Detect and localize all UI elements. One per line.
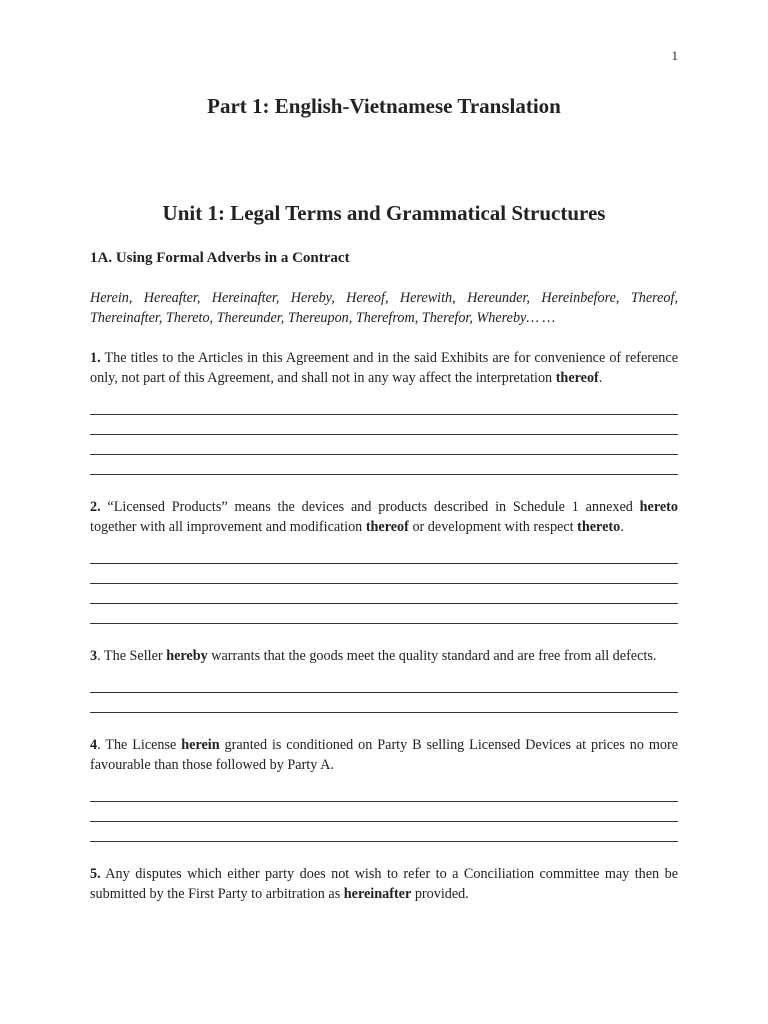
exercise-keyword: thereto bbox=[577, 519, 621, 535]
answer-line[interactable] bbox=[90, 435, 678, 455]
exercise-number: 3 bbox=[90, 648, 98, 664]
answer-line[interactable] bbox=[90, 584, 678, 604]
exercise-text-segment: . The License bbox=[97, 737, 182, 753]
exercise-number: 1. bbox=[90, 350, 101, 366]
document-content bbox=[90, 248, 678, 904]
exercise-keyword: thereof bbox=[555, 370, 599, 386]
exercise-text bbox=[90, 348, 678, 388]
exercise-5 bbox=[90, 864, 678, 904]
exercise-text-segment: provided. bbox=[411, 886, 469, 902]
answer-line[interactable] bbox=[90, 604, 678, 624]
exercise-text-segment: or development with respect bbox=[408, 519, 578, 535]
adverb-list: Herein, Hereafter, Hereinafter, Hereby, Hereof, Herewith, Hereunder, Hereinbefore, Thereof, Thereinafter, Thereto, Thereunder, Thereupon, Therefrom, Therefor, Whereby… … bbox=[90, 290, 678, 326]
answer-line[interactable] bbox=[90, 782, 678, 802]
exercise-text-segment: warrants that the goods meet the quality standard and are free from all defects. bbox=[207, 648, 657, 664]
exercise-text-segment: . bbox=[620, 519, 624, 535]
exercise-1 bbox=[90, 348, 678, 475]
answer-line[interactable] bbox=[90, 415, 678, 435]
exercise-text-segment: granted is conditioned on Party B selling Licensed Devices at prices no more favourable than those followed by Party A. bbox=[90, 737, 678, 773]
exercise-keyword: herein bbox=[181, 737, 220, 753]
answer-line[interactable] bbox=[90, 822, 678, 842]
exercise-3 bbox=[90, 646, 678, 713]
exercise-text-segment: together with all improvement and modification bbox=[90, 519, 366, 535]
exercise-keyword: hereinafter bbox=[343, 886, 412, 902]
exercise-4 bbox=[90, 735, 678, 842]
exercise-number: 5. bbox=[90, 866, 101, 882]
exercise-text-segment: . The Seller bbox=[97, 648, 167, 664]
answer-line[interactable] bbox=[90, 693, 678, 713]
answer-line[interactable] bbox=[90, 455, 678, 475]
answer-line[interactable] bbox=[90, 544, 678, 564]
exercise-text-segment: Any disputes which either party does not wish to refer to a Conciliation committee may then be submitted by the First Party to arbitration as bbox=[90, 866, 678, 902]
exercise-2 bbox=[90, 497, 678, 624]
exercise-number: 2. bbox=[90, 499, 101, 515]
exercise-text bbox=[90, 864, 678, 904]
answer-line[interactable] bbox=[90, 564, 678, 584]
exercise-keyword: thereof bbox=[365, 519, 409, 535]
section-title: 1A. Using Formal Adverbs in a Contract bbox=[90, 250, 350, 266]
answer-lines bbox=[90, 395, 678, 475]
answer-lines bbox=[90, 544, 678, 624]
answer-line[interactable] bbox=[90, 395, 678, 415]
part-title: Part 1: English-Vietnamese Translation bbox=[207, 94, 561, 118]
exercise-text-segment: . bbox=[598, 370, 603, 386]
answer-line[interactable] bbox=[90, 802, 678, 822]
exercise-number: 4 bbox=[90, 737, 98, 753]
exercise-text bbox=[90, 646, 678, 666]
exercise-text bbox=[90, 497, 678, 537]
answer-lines bbox=[90, 782, 678, 842]
answer-lines bbox=[90, 673, 678, 713]
page-number: 1 bbox=[671, 48, 678, 63]
exercise-text-segment: The titles to the Articles in this Agreement and in the said Exhibits are for convenience of reference only, not part of this Agreement, and shall not in any way affect the interpretation bbox=[90, 350, 678, 386]
answer-line[interactable] bbox=[90, 673, 678, 693]
exercise-text bbox=[90, 735, 678, 775]
exercise-text-segment: “Licensed Products” means the devices and products described in Schedule 1 annexed bbox=[100, 499, 640, 515]
exercise-keyword: hereby bbox=[166, 648, 208, 664]
unit-title: Unit 1: Legal Terms and Grammatical Structures bbox=[162, 201, 606, 225]
exercise-keyword: hereto bbox=[639, 499, 678, 515]
